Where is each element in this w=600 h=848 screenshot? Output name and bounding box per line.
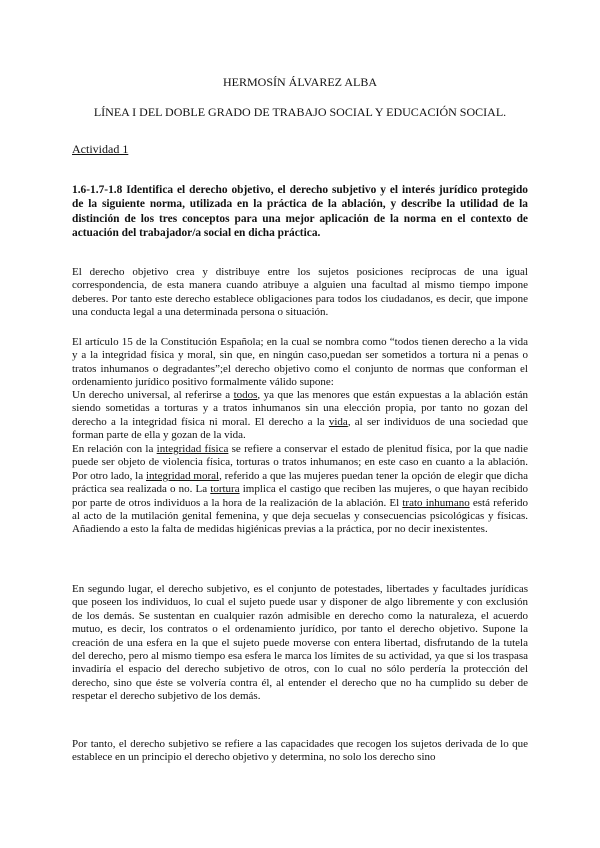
paragraph-derecho-universal: Un derecho universal, al referirse a todos, ya que las menores que están expuestas a la ablación están siendo sometidas a torturas y a tratos inhumanos sin una elección propia, por tanto no gozan del derecho a la integridad física ni moral. El derecho a la vida, al ser individuos de una sociedad que forman parte de ella y gozan de la vida.: [72, 389, 528, 442]
paragraph-derecho-subjetivo: En segundo lugar, el derecho subjetivo, es el conjunto de potestades, libertades y facultades jurídicas que poseen los individuos, lo cual el sujeto puede usar y disponer de algo libremente y con exclusión de los demás. Se sustentan en cualquier razón admisible en derecho como la naturaleza, el acuerdo mutuo, es decir, los contratos o el ordenamiento jurídico, por tanto el derecho objetivo. Supone la creación de una esfera en la que el sujeto puede moverse con entera libertad, disfrutando de la tutela del derecho, pero al mismo tiempo esa esfera le marca los límites de su actividad, ya que si los traspasa invadiría el espacio del derecho subjetivo de otros, con lo cual no sólo perdería la protección del derecho, sino que éste se volvería contra él, al entender el derecho que no ha cumplido su deber de respetar el derecho subjetivo de los demás.: [72, 583, 528, 703]
paragraph-integridad: En relación con la integridad física se refiere a conservar el estado de plenitud física, por la que nadie puede ser objeto de violencia física, torturas o tratos inhumanos; en este caso en cuanto a la ablación. Por otro lado, la integridad moral, referido a que las mujeres puedan tener la opción de elegir que dicha práctica sea realizada o no. La tortura implica el castigo que reciben las mujeres, o que hayan recibido por parte de otros individuos a la hora de la realización de la ablación. El trato inhumano está referido al acto de la mutilación genital femenina, y que deja secuelas y consecuencias psicológicas y físicas. Añadiendo a esto la falta de medidas higiénicas previas a la práctica, por no decir inexistentes.: [72, 443, 529, 536]
underlined-term: tortura: [210, 483, 240, 496]
question-text: 1.6-1.7-1.8 Identifica el derecho objetivo, el derecho subjetivo y el interés jurídico protegido de la siguiente norma, utilizada en la práctica de la ablación, y describe la utilidad de la distinción de los tres conceptos para una mejor aplicación de la norma en el contexto de actuación del trabajador/a social en dicha práctica.: [72, 184, 528, 240]
activity-title: Actividad 1: [72, 142, 129, 156]
author-name: HERMOSÍN ÁLVAREZ ALBA: [222, 75, 378, 89]
underlined-term: integridad física: [156, 443, 229, 455]
paragraph-derecho-objetivo: El derecho objetivo crea y distribuye entre los sujetos posiciones recíprocas de una igual correspondencia, de esta manera cuando atribuye a alguien una facultad al mismo tiempo impone deberes. Por tanto este derecho establece obligaciones para todos los ciudadanos, es decir, que impone una conducta legal a una determinada persona o situación.: [72, 266, 528, 319]
underlined-term: todos: [233, 389, 258, 401]
underlined-term: vida: [328, 415, 348, 428]
underlined-term: trato inhumano: [402, 496, 470, 509]
underlined-term: integridad moral: [145, 469, 220, 482]
paragraph-conclusion: Por tanto, el derecho subjetivo se refiere a las capacidades que recogen los sujetos derivada de lo que establece en un principio el derecho objetivo y determina, no solo los derecho sino: [72, 738, 528, 764]
paragraph-articulo-15: El artículo 15 de la Constitución Española; en la cual se nombra como “todos tienen derecho a la vida y a la integridad física y moral, sin que, en ningún caso,puedan ser sometidos a tortura ni a penas o tratos inhumanos o degradantes”;el derecho objetivo como el conjunto de normas que conforman el ordenamiento jurídico positivo formalmente válido supone:: [72, 336, 528, 389]
degree-line: LÍNEA I DEL DOBLE GRADO DE TRABAJO SOCIAL Y EDUCACIÓN SOCIAL.: [93, 105, 507, 119]
